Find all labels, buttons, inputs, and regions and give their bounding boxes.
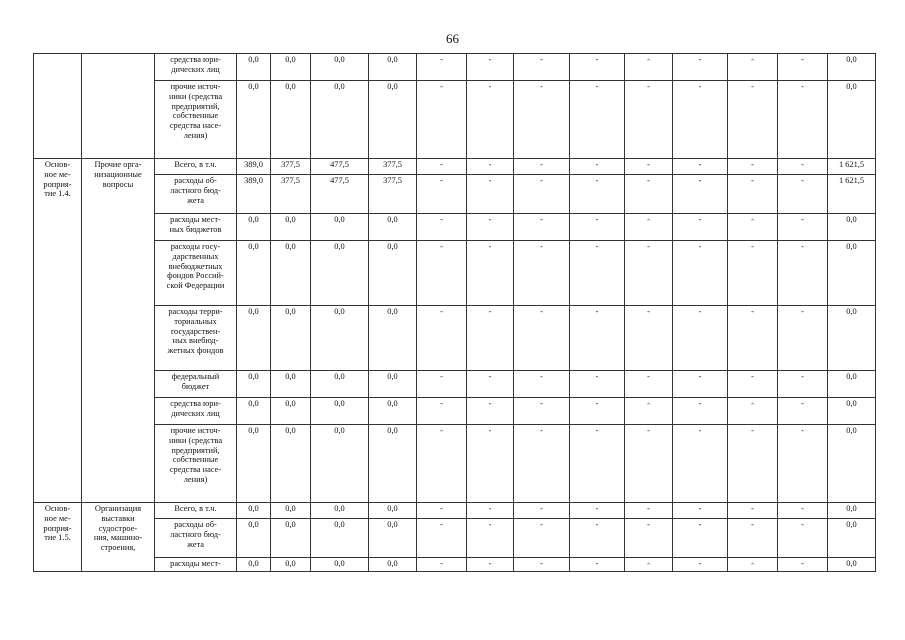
value-cell: 0,0 bbox=[369, 558, 417, 572]
value-cell: 0,0 bbox=[369, 398, 417, 425]
value-cell: - bbox=[570, 519, 625, 558]
value-cell: - bbox=[417, 503, 467, 519]
table-row bbox=[34, 519, 876, 558]
value-cell: - bbox=[467, 519, 514, 558]
value-cell: - bbox=[625, 214, 673, 241]
value-cell: - bbox=[417, 214, 467, 241]
value-cell: - bbox=[728, 81, 778, 159]
value-cell: - bbox=[514, 54, 570, 81]
value-cell: - bbox=[417, 425, 467, 503]
value-cell: 0,0 bbox=[828, 425, 876, 503]
value-cell: 0,0 bbox=[369, 425, 417, 503]
value-cell: - bbox=[778, 558, 828, 572]
value-cell: 0,0 bbox=[271, 371, 311, 398]
measure-name-cell: Прочие орга- низационные вопросы bbox=[82, 159, 155, 503]
value-cell: - bbox=[467, 503, 514, 519]
value-cell: 0,0 bbox=[271, 306, 311, 371]
value-cell: 0,0 bbox=[311, 425, 369, 503]
value-cell: - bbox=[417, 175, 467, 214]
value-cell: - bbox=[625, 371, 673, 398]
value-cell: 0,0 bbox=[237, 425, 271, 503]
funding-source-cell: Всего, в т.ч. bbox=[155, 159, 237, 175]
value-cell: - bbox=[625, 175, 673, 214]
value-cell: 0,0 bbox=[271, 519, 311, 558]
table-row bbox=[34, 425, 876, 503]
table-row bbox=[34, 175, 876, 214]
value-cell: 0,0 bbox=[828, 81, 876, 159]
value-cell: 0,0 bbox=[369, 306, 417, 371]
value-cell: - bbox=[467, 241, 514, 306]
value-cell: 0,0 bbox=[369, 241, 417, 306]
value-cell: - bbox=[514, 398, 570, 425]
value-cell: - bbox=[625, 519, 673, 558]
value-cell: 0,0 bbox=[311, 81, 369, 159]
table-row bbox=[34, 306, 876, 371]
value-cell: 0,0 bbox=[271, 503, 311, 519]
value-cell: - bbox=[570, 371, 625, 398]
value-cell: 0,0 bbox=[237, 398, 271, 425]
value-cell: - bbox=[673, 81, 728, 159]
value-cell: 0,0 bbox=[237, 503, 271, 519]
funding-source-cell: расходы госу- дарственных внебюджетных фондов Россий- ской Федерации bbox=[155, 241, 237, 306]
value-cell: - bbox=[728, 159, 778, 175]
funding-source-cell: расходы терри- ториальных государствен- ных внебюд- жетных фондов bbox=[155, 306, 237, 371]
value-cell: 0,0 bbox=[828, 306, 876, 371]
value-cell: 389,0 bbox=[237, 159, 271, 175]
page-number: 66 bbox=[446, 31, 459, 46]
value-cell: - bbox=[514, 371, 570, 398]
value-cell: 0,0 bbox=[311, 558, 369, 572]
value-cell: - bbox=[514, 503, 570, 519]
value-cell: - bbox=[625, 159, 673, 175]
value-cell: - bbox=[467, 54, 514, 81]
value-cell: 0,0 bbox=[271, 558, 311, 572]
value-cell: - bbox=[625, 558, 673, 572]
value-cell: - bbox=[514, 214, 570, 241]
value-cell: - bbox=[778, 503, 828, 519]
value-cell: 0,0 bbox=[828, 519, 876, 558]
value-cell: - bbox=[514, 241, 570, 306]
funding-source-cell: прочие источ- ники (средства предприятий, собственные средства насе- ления) bbox=[155, 425, 237, 503]
measure-number-cell: Основ- ное ме- роприя- тие 1.5. bbox=[34, 503, 82, 572]
value-cell: - bbox=[570, 425, 625, 503]
value-cell: 0,0 bbox=[828, 371, 876, 398]
value-cell: - bbox=[673, 306, 728, 371]
value-cell: - bbox=[417, 159, 467, 175]
value-cell: - bbox=[625, 306, 673, 371]
value-cell: - bbox=[778, 214, 828, 241]
value-cell: - bbox=[467, 175, 514, 214]
value-cell: - bbox=[673, 54, 728, 81]
table-row bbox=[34, 81, 876, 159]
value-cell: - bbox=[728, 425, 778, 503]
value-cell: - bbox=[673, 519, 728, 558]
value-cell: - bbox=[778, 54, 828, 81]
value-cell: 477,5 bbox=[311, 159, 369, 175]
value-cell: 0,0 bbox=[237, 519, 271, 558]
value-cell: 0,0 bbox=[369, 214, 417, 241]
value-cell: - bbox=[417, 81, 467, 159]
measure-number-cell: Основ- ное ме- роприя- тие 1.4. bbox=[34, 159, 82, 503]
value-cell: - bbox=[625, 241, 673, 306]
value-cell: - bbox=[673, 371, 728, 398]
value-cell: - bbox=[778, 371, 828, 398]
budget-table bbox=[33, 53, 876, 572]
value-cell: - bbox=[417, 306, 467, 371]
funding-source-cell: Всего, в т.ч. bbox=[155, 503, 237, 519]
value-cell: - bbox=[570, 558, 625, 572]
table-row bbox=[34, 241, 876, 306]
value-cell: - bbox=[417, 371, 467, 398]
value-cell: 0,0 bbox=[237, 214, 271, 241]
value-cell: 0,0 bbox=[311, 371, 369, 398]
value-cell: - bbox=[570, 306, 625, 371]
value-cell: - bbox=[467, 214, 514, 241]
value-cell: - bbox=[417, 398, 467, 425]
value-cell: 0,0 bbox=[828, 241, 876, 306]
table-row bbox=[34, 503, 876, 519]
value-cell: - bbox=[673, 159, 728, 175]
value-cell: - bbox=[467, 558, 514, 572]
value-cell: - bbox=[467, 425, 514, 503]
value-cell: - bbox=[570, 159, 625, 175]
value-cell: - bbox=[625, 81, 673, 159]
value-cell: - bbox=[778, 175, 828, 214]
value-cell: - bbox=[467, 81, 514, 159]
funding-source-cell: расходы мест- ных бюджетов bbox=[155, 214, 237, 241]
table-row bbox=[34, 54, 876, 81]
value-cell: - bbox=[570, 241, 625, 306]
value-cell: - bbox=[728, 214, 778, 241]
value-cell: 377,5 bbox=[271, 159, 311, 175]
value-cell: - bbox=[673, 558, 728, 572]
funding-source-cell: расходы об- ластного бюд- жета bbox=[155, 519, 237, 558]
value-cell: - bbox=[728, 558, 778, 572]
table-row bbox=[34, 398, 876, 425]
value-cell: - bbox=[728, 306, 778, 371]
table-row bbox=[34, 159, 876, 175]
value-cell: - bbox=[625, 503, 673, 519]
value-cell: - bbox=[514, 425, 570, 503]
value-cell: - bbox=[570, 175, 625, 214]
value-cell: - bbox=[514, 519, 570, 558]
value-cell: 0,0 bbox=[369, 371, 417, 398]
value-cell: 389,0 bbox=[237, 175, 271, 214]
value-cell: - bbox=[673, 503, 728, 519]
value-cell: - bbox=[673, 175, 728, 214]
value-cell: 0,0 bbox=[271, 54, 311, 81]
value-cell: - bbox=[625, 398, 673, 425]
value-cell: 0,0 bbox=[237, 54, 271, 81]
value-cell: - bbox=[514, 306, 570, 371]
value-cell: 377,5 bbox=[369, 159, 417, 175]
value-cell: - bbox=[625, 54, 673, 81]
value-cell: - bbox=[625, 425, 673, 503]
value-cell: 0,0 bbox=[369, 503, 417, 519]
value-cell: 0,0 bbox=[311, 398, 369, 425]
value-cell: - bbox=[728, 398, 778, 425]
value-cell: 0,0 bbox=[311, 214, 369, 241]
funding-source-cell: федеральный бюджет bbox=[155, 371, 237, 398]
value-cell: - bbox=[778, 241, 828, 306]
value-cell: - bbox=[417, 241, 467, 306]
table-row bbox=[34, 214, 876, 241]
value-cell: 0,0 bbox=[271, 398, 311, 425]
value-cell: - bbox=[778, 519, 828, 558]
value-cell: - bbox=[570, 398, 625, 425]
funding-source-cell: расходы об- ластного бюд- жета bbox=[155, 175, 237, 214]
value-cell: - bbox=[570, 503, 625, 519]
value-cell: - bbox=[514, 175, 570, 214]
value-cell: - bbox=[514, 558, 570, 572]
value-cell: - bbox=[673, 214, 728, 241]
value-cell: - bbox=[673, 241, 728, 306]
value-cell: - bbox=[467, 306, 514, 371]
value-cell: - bbox=[514, 81, 570, 159]
value-cell: - bbox=[514, 159, 570, 175]
value-cell: 0,0 bbox=[271, 81, 311, 159]
value-cell: - bbox=[778, 425, 828, 503]
value-cell: 0,0 bbox=[828, 54, 876, 81]
value-cell: - bbox=[417, 519, 467, 558]
value-cell: 377,5 bbox=[369, 175, 417, 214]
value-cell: - bbox=[728, 54, 778, 81]
value-cell: 0,0 bbox=[369, 519, 417, 558]
value-cell: 0,0 bbox=[828, 503, 876, 519]
value-cell: - bbox=[728, 175, 778, 214]
value-cell: - bbox=[778, 159, 828, 175]
value-cell: - bbox=[467, 398, 514, 425]
value-cell: 0,0 bbox=[828, 398, 876, 425]
value-cell: 1 621,5 bbox=[828, 159, 876, 175]
value-cell: 0,0 bbox=[271, 241, 311, 306]
value-cell: - bbox=[570, 54, 625, 81]
value-cell: 0,0 bbox=[237, 558, 271, 572]
value-cell: - bbox=[778, 398, 828, 425]
value-cell: - bbox=[417, 558, 467, 572]
value-cell: - bbox=[417, 54, 467, 81]
value-cell: - bbox=[728, 371, 778, 398]
value-cell: - bbox=[570, 81, 625, 159]
value-cell: - bbox=[467, 159, 514, 175]
table-row bbox=[34, 371, 876, 398]
funding-source-cell: расходы мест- bbox=[155, 558, 237, 572]
value-cell: 377,5 bbox=[271, 175, 311, 214]
value-cell: 0,0 bbox=[311, 519, 369, 558]
value-cell: - bbox=[728, 519, 778, 558]
value-cell: 477,5 bbox=[311, 175, 369, 214]
value-cell: 0,0 bbox=[828, 214, 876, 241]
value-cell: - bbox=[778, 306, 828, 371]
value-cell: - bbox=[728, 503, 778, 519]
value-cell: 0,0 bbox=[369, 81, 417, 159]
measure-number-cell bbox=[34, 54, 82, 159]
value-cell: 0,0 bbox=[237, 371, 271, 398]
value-cell: 0,0 bbox=[311, 54, 369, 81]
value-cell: - bbox=[570, 214, 625, 241]
funding-source-cell: средства юри- дических лиц bbox=[155, 398, 237, 425]
measure-name-cell: Организация выставки судострое- ния, машино- строения, bbox=[82, 503, 155, 572]
funding-source-cell: средства юри- дических лиц bbox=[155, 54, 237, 81]
value-cell: - bbox=[673, 398, 728, 425]
value-cell: - bbox=[728, 241, 778, 306]
value-cell: - bbox=[673, 425, 728, 503]
table-row bbox=[34, 558, 876, 572]
value-cell: 0,0 bbox=[237, 81, 271, 159]
value-cell: 0,0 bbox=[311, 503, 369, 519]
value-cell: - bbox=[467, 371, 514, 398]
value-cell: 1 621,5 bbox=[828, 175, 876, 214]
value-cell: 0,0 bbox=[311, 241, 369, 306]
value-cell: - bbox=[778, 81, 828, 159]
value-cell: 0,0 bbox=[271, 425, 311, 503]
value-cell: 0,0 bbox=[369, 54, 417, 81]
measure-name-cell bbox=[82, 54, 155, 159]
value-cell: 0,0 bbox=[237, 241, 271, 306]
value-cell: 0,0 bbox=[271, 214, 311, 241]
value-cell: 0,0 bbox=[237, 306, 271, 371]
funding-source-cell: прочие источ- ники (средства предприятий, собственные средства насе- ления) bbox=[155, 81, 237, 159]
value-cell: 0,0 bbox=[828, 558, 876, 572]
value-cell: 0,0 bbox=[311, 306, 369, 371]
